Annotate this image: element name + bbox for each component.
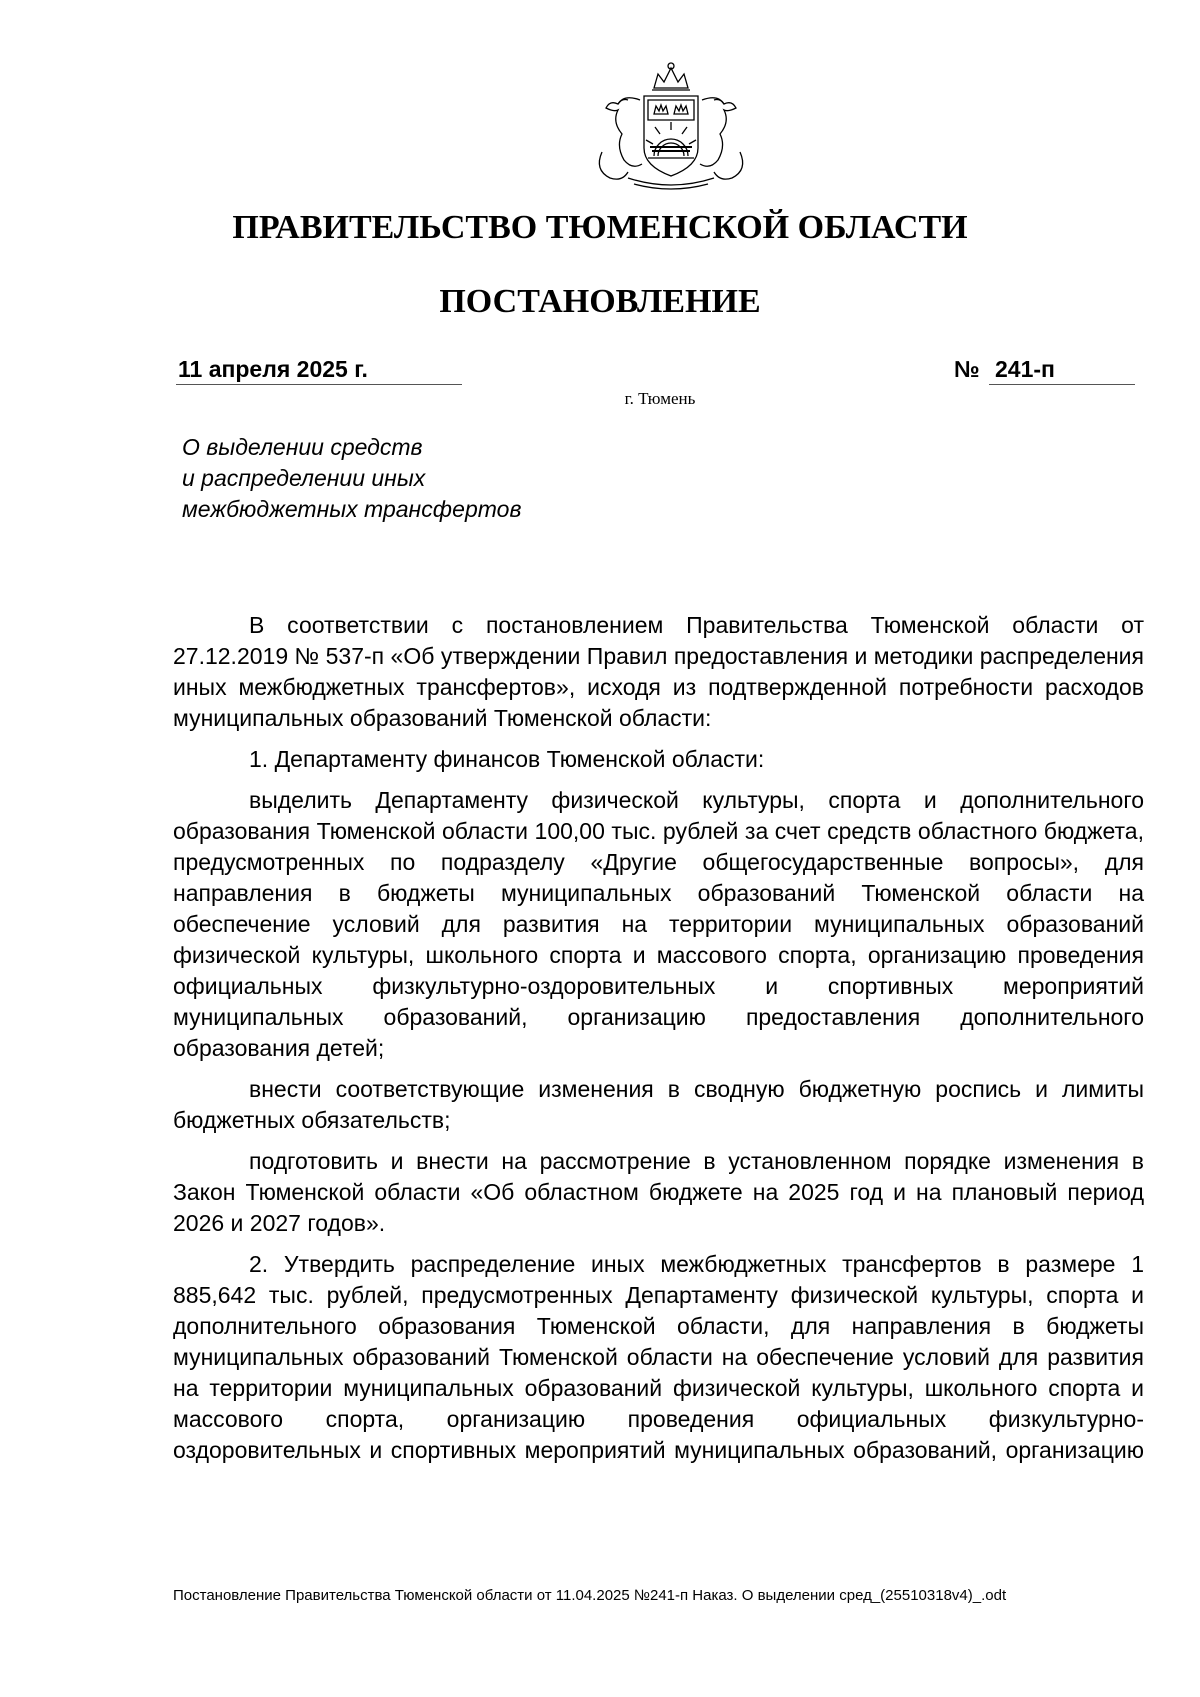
number-sign: №	[954, 356, 980, 382]
document-date-field	[176, 354, 462, 385]
body-paragraph: выделить Департаменту физической культуры, спорта и дополнительного образования Тюменской области 100,00 тыс. рублей за счет средств областного бюджета, предусмотренных по подразделу «Другие общегосударственные вопросы», для направления в бюджеты муниципальных образований Тюменской области на обеспечение условий для развития на территории муниципальных образований физической культуры, школьного спорта и массового спорта, организацию проведения официальных физкультурно-оздоровительных и спортивных мероприятий муниципальных образований, организацию предоставления дополнительного образования детей;	[173, 787, 1144, 1061]
body-paragraph: 1. Департаменту финансов Тюменской области:	[249, 746, 765, 772]
subject-line: и распределении иных	[182, 465, 426, 491]
body-paragraph: 2. Утвердить распределение иных межбюджетных трансфертов в размере 1 885,642 тыс. рублей, предусмотренных Департаменту физической культуры, спорта и дополнительного образования Тюменской области, для направления в бюджеты муниципальных образований Тюменской области на обеспечение условий для развития на территории муниципальных образований физической культуры, школьного спорта и массового спорта, организацию проведения официальных физкультурно-оздоровительных и спортивных мероприятий муниципальных образований, организацию	[173, 1251, 1144, 1463]
body-paragraph: подготовить и внести на рассмотрение в установленном порядке изменения в Закон Тюменской области «Об областном бюджете на 2025 год и на плановый период 2026 и 2027 годов».	[173, 1148, 1144, 1236]
document-subject	[182, 432, 521, 525]
city-label: г. Тюмень	[624, 389, 696, 408]
body-paragraph: В соответствии с постановлением Правительства Тюменской области от 27.12.2019 № 537-п «Об утверждении Правил предоставления и методики распределения иных межбюджетных трансфертов», исходя из подтвержденной потребности расходов муниципальных образований Тюменской области:	[173, 612, 1144, 731]
subject-line: межбюджетных трансфертов	[182, 496, 522, 522]
government-title: ПРАВИТЕЛЬСТВО ТЮМЕНСКОЙ ОБЛАСТИ	[232, 209, 968, 246]
body-paragraph: внести соответствующие изменения в сводную бюджетную роспись и лимиты бюджетных обязательств;	[173, 1076, 1144, 1133]
document-number-field	[989, 354, 1135, 385]
coat-of-arms-icon	[588, 60, 754, 190]
document-body	[173, 610, 1144, 1476]
document-date: 11 апреля 2025 г.	[178, 356, 368, 382]
page-footer: Постановление Правительства Тюменской области от 11.04.2025 №241-п Наказ. О выделении сред_(25510318v4)_.odt	[173, 1587, 1007, 1604]
subject-line: О выделении средств	[182, 434, 423, 460]
document-type: ПОСТАНОВЛЕНИЕ	[439, 283, 761, 320]
document-number: 241-п	[995, 356, 1055, 382]
